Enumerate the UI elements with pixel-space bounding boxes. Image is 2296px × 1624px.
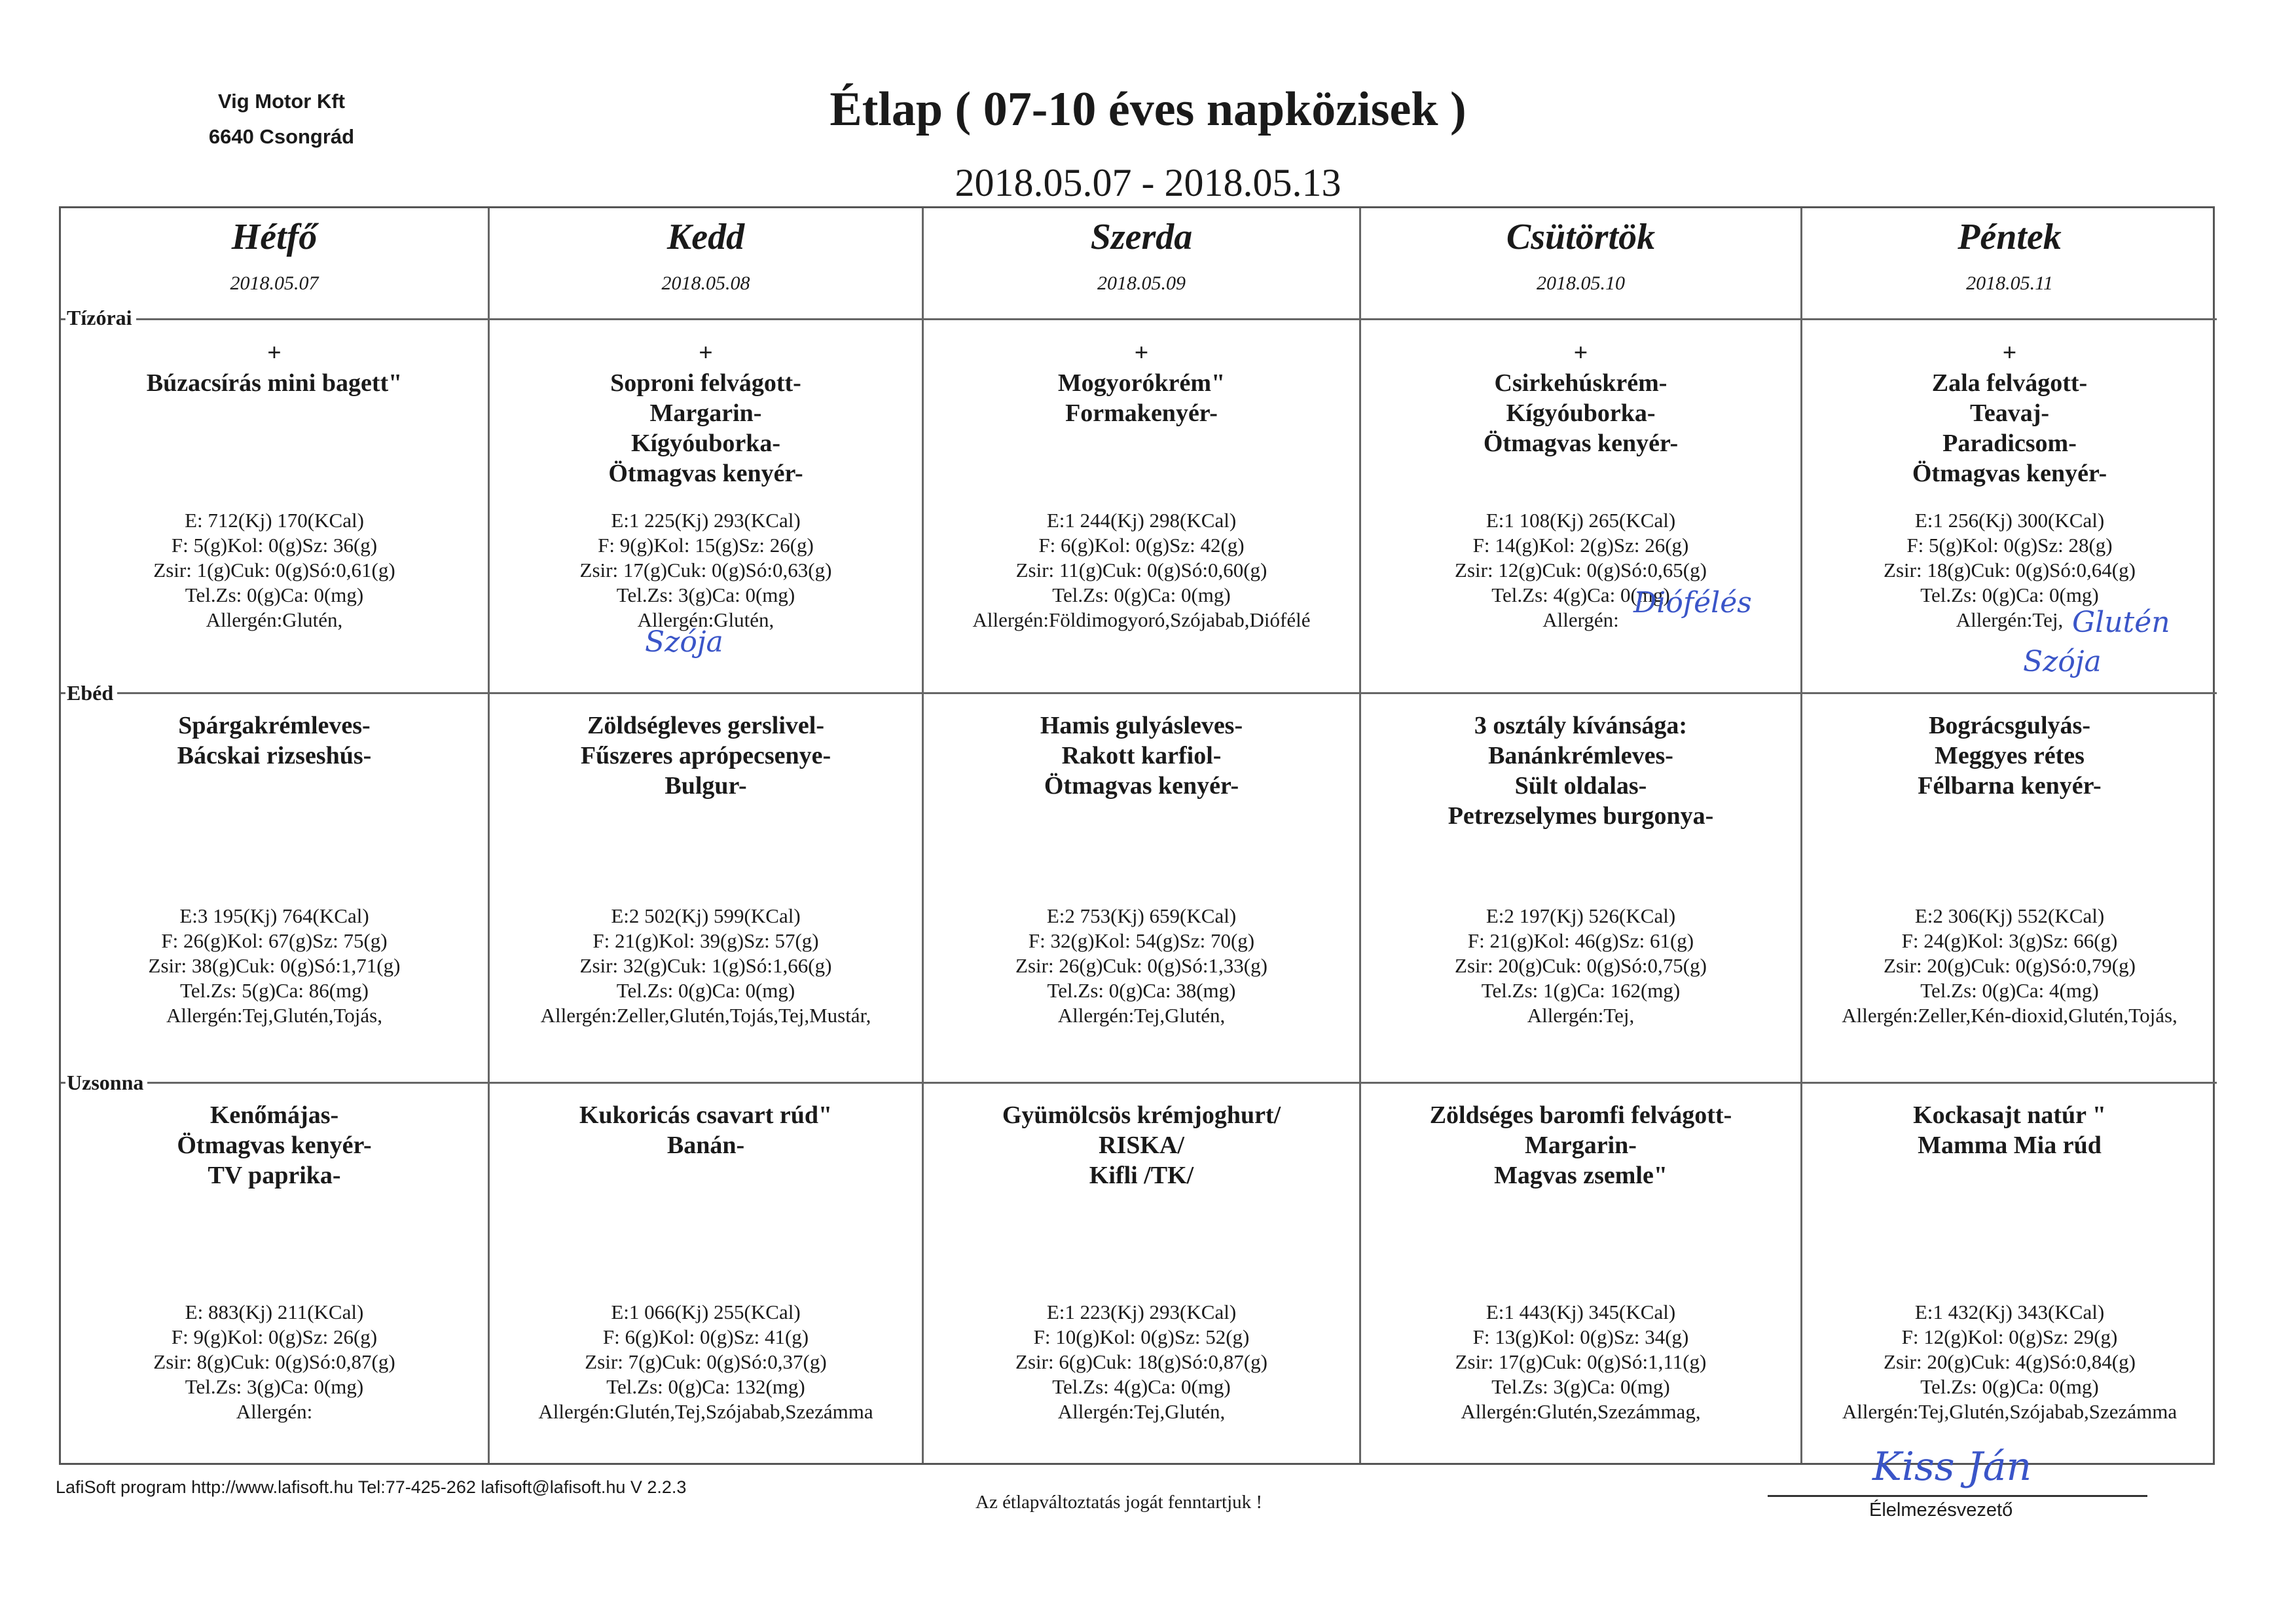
nutrition-info (490, 904, 922, 1028)
meal-cell-ebed (924, 694, 1359, 1084)
dish-list (1802, 338, 2217, 489)
dish-item: Formakenyér- (1065, 399, 1218, 427)
dish-item: Banánkrémleves- (1488, 742, 1673, 769)
nutrition-line: Zsir: 12(g)Cuk: 0(g)Só:0,65(g) (1455, 559, 1707, 581)
nutrition-line: E: 712(Kj) 170(KCal) (185, 509, 364, 532)
dish-list (1361, 338, 1800, 458)
day-date: 2018.05.11 (1966, 272, 2053, 294)
dish-item: Rakott karfiol- (1061, 742, 1222, 769)
dish-list (490, 1100, 922, 1160)
nutrition-info (1361, 904, 1800, 1028)
nutrition-line: Zsir: 8(g)Cuk: 0(g)Só:0,87(g) (153, 1350, 395, 1373)
dish-item: + (699, 339, 713, 367)
day-column (922, 208, 1359, 1463)
nutrition-line: Tel.Zs: 1(g)Ca: 162(mg) (1481, 979, 1681, 1002)
dish-item: TV paprika- (208, 1162, 341, 1189)
nutrition-line: F: 12(g)Kol: 0(g)Sz: 29(g) (1901, 1325, 2118, 1348)
handwritten-note: Szója (645, 625, 723, 659)
nutrition-line: Tel.Zs: 0(g)Ca: 0(mg) (1920, 1375, 2099, 1398)
nutrition-line: E:1 256(Kj) 300(KCal) (1914, 509, 2105, 532)
nutrition-line: Allergén:Glutén, (206, 608, 343, 631)
nutrition-line: Zsir: 18(g)Cuk: 0(g)Só:0,64(g) (1884, 559, 2136, 581)
day-header (490, 208, 922, 320)
nutrition-info (61, 904, 488, 1028)
meal-cell-ebed (1361, 694, 1800, 1084)
dish-item: Félbarna kenyér- (1918, 772, 2102, 800)
nutrition-line: E:1 244(Kj) 298(KCal) (1046, 509, 1237, 532)
date-range: 2018.05.07 - 2018.05.13 (955, 161, 1341, 204)
dish-list (924, 1100, 1359, 1190)
nutrition-line: Zsir: 17(g)Cuk: 0(g)Só:1,11(g) (1455, 1350, 1707, 1373)
nutrition-line: F: 6(g)Kol: 0(g)Sz: 42(g) (1038, 534, 1245, 557)
nutrition-info (924, 508, 1359, 633)
nutrition-line: F: 9(g)Kol: 15(g)Sz: 26(g) (598, 534, 814, 557)
dish-item: Bácskai rizseshús- (177, 742, 372, 769)
dish-item: Kígyóuborka- (1506, 399, 1656, 427)
meal-cell-tizorai (924, 318, 1359, 694)
nutrition-info (61, 508, 488, 633)
dish-item: 3 osztály kívánsága: (1474, 712, 1688, 739)
dish-item: Bulgur- (665, 772, 747, 800)
nutrition-line: Zsir: 26(g)Cuk: 0(g)Só:1,33(g) (1015, 954, 1267, 977)
day-date: 2018.05.08 (661, 272, 750, 294)
nutrition-line: F: 5(g)Kol: 0(g)Sz: 28(g) (1906, 534, 2113, 557)
meal-label-tizorai: Tízórai (65, 306, 136, 330)
nutrition-line: Zsir: 6(g)Cuk: 18(g)Só:0,87(g) (1015, 1350, 1267, 1373)
nutrition-line: F: 26(g)Kol: 67(g)Sz: 75(g) (161, 929, 388, 952)
nutrition-line: Allergén:Zeller,Glutén,Tojás,Tej,Mustár, (540, 1004, 871, 1027)
nutrition-line: Tel.Zs: 3(g)Ca: 0(mg) (1491, 1375, 1670, 1398)
dish-item: Fűszeres aprópecsenye- (580, 742, 831, 769)
nutrition-line: Zsir: 32(g)Cuk: 1(g)Só:1,66(g) (579, 954, 832, 977)
meal-cell-uzsonna (1361, 1084, 1800, 1467)
nutrition-line: Zsir: 17(g)Cuk: 0(g)Só:0,63(g) (579, 559, 832, 581)
nutrition-line: Tel.Zs: 0(g)Ca: 0(mg) (185, 583, 364, 606)
dish-item: Paradicsom- (1942, 430, 2077, 457)
meal-label-ebed: Ebéd (65, 681, 117, 705)
nutrition-line: F: 21(g)Kol: 46(g)Sz: 61(g) (1467, 929, 1694, 952)
dish-item: Spárgakrémleves- (178, 712, 371, 739)
dish-item: RISKA/ (1099, 1132, 1184, 1159)
day-date: 2018.05.07 (230, 272, 319, 294)
company-address: 6640 Csongrád (208, 125, 355, 148)
nutrition-info (924, 904, 1359, 1028)
dish-item: Kifli /TK/ (1089, 1162, 1194, 1189)
nutrition-line: E:1 066(Kj) 255(KCal) (611, 1301, 801, 1323)
page-title: Étlap ( 07-10 éves napközisek ) (829, 83, 1467, 136)
dish-item: Búzacsírás mini bagett" (146, 369, 403, 397)
nutrition-line: E:1 108(Kj) 265(KCal) (1485, 509, 1676, 532)
dish-item: Kenőmájas- (210, 1101, 339, 1129)
nutrition-info (1802, 904, 2217, 1028)
dish-item: Kukoricás csavart rúd" (579, 1101, 833, 1129)
nutrition-line: E:2 502(Kj) 599(KCal) (611, 904, 801, 927)
day-name: Péntek (1958, 217, 2062, 257)
dish-list (61, 338, 488, 398)
nutrition-line: F: 32(g)Kol: 54(g)Sz: 70(g) (1028, 929, 1255, 952)
nutrition-line: Tel.Zs: 5(g)Ca: 86(mg) (180, 979, 369, 1002)
nutrition-line: F: 9(g)Kol: 0(g)Sz: 26(g) (171, 1325, 378, 1348)
day-date: 2018.05.10 (1537, 272, 1625, 294)
nutrition-line: E:1 225(Kj) 293(KCal) (611, 509, 801, 532)
dish-item: Bográcsgulyás- (1929, 712, 2090, 739)
meal-cell-tizorai (1361, 318, 1800, 694)
handwritten-signature: Kiss Ján (1872, 1444, 2032, 1490)
nutrition-line: Allergén:Zeller,Kén-dioxid,Glutén,Tojás, (1842, 1004, 2178, 1027)
nutrition-line: Allergén: (236, 1400, 313, 1423)
dish-list (1361, 710, 1800, 831)
dish-list (1802, 710, 2217, 801)
dish-list (924, 710, 1359, 801)
nutrition-info (490, 508, 922, 633)
nutrition-line: Tel.Zs: 4(g)Ca: 0(mg) (1052, 1375, 1231, 1398)
dish-item: Margarin- (649, 399, 762, 427)
dish-item: + (1573, 339, 1588, 367)
dish-item: + (1134, 339, 1149, 367)
meal-cell-ebed (490, 694, 922, 1084)
nutrition-info (490, 1300, 922, 1424)
nutrition-line: Tel.Zs: 0(g)Ca: 0(mg) (1920, 583, 2099, 606)
day-header (924, 208, 1359, 320)
nutrition-line: Zsir: 20(g)Cuk: 0(g)Só:0,75(g) (1455, 954, 1707, 977)
dish-list (61, 710, 488, 771)
nutrition-line: Zsir: 1(g)Cuk: 0(g)Só:0,61(g) (153, 559, 395, 581)
nutrition-line: Allergén:Tej,Glutén,Szójabab,Szezámma (1842, 1400, 2178, 1423)
dish-item: Ötmagvas kenyér- (1912, 460, 2107, 487)
day-header (1802, 208, 2217, 320)
nutrition-info (1361, 1300, 1800, 1424)
nutrition-line: Tel.Zs: 4(g)Ca: 0(mg) (1491, 583, 1670, 606)
dish-item: Mamma Mia rúd (1918, 1132, 2102, 1159)
nutrition-line: F: 24(g)Kol: 3(g)Sz: 66(g) (1901, 929, 2118, 952)
dish-item: Kockasajt natúr " (1913, 1101, 2106, 1129)
signature-label: Élelmezésvezető (1869, 1500, 2013, 1521)
nutrition-line: Tel.Zs: 3(g)Ca: 0(mg) (185, 1375, 364, 1398)
meal-cell-uzsonna (924, 1084, 1359, 1467)
dish-item: Sült oldalas- (1514, 772, 1647, 800)
day-column (1359, 208, 1800, 1463)
nutrition-line: E:2 753(Kj) 659(KCal) (1046, 904, 1237, 927)
dish-item: Zöldséges baromfi felvágott- (1429, 1101, 1732, 1129)
meal-cell-ebed (61, 694, 488, 1084)
nutrition-line: F: 5(g)Kol: 0(g)Sz: 36(g) (171, 534, 378, 557)
dish-item: Margarin- (1525, 1132, 1637, 1159)
nutrition-line: Allergén:Glutén, (637, 608, 774, 631)
dish-item: Banán- (666, 1132, 745, 1159)
dish-list (490, 338, 922, 489)
dish-item: + (2002, 339, 2017, 367)
dish-list (490, 710, 922, 801)
day-header (1361, 208, 1800, 320)
nutrition-line: Tel.Zs: 3(g)Ca: 0(mg) (616, 583, 795, 606)
nutrition-line: Allergén:Tej, (1956, 608, 2064, 631)
day-header (61, 208, 488, 320)
dish-item: Zöldségleves gerslivel- (587, 712, 824, 739)
dish-item: Ötmagvas kenyér- (177, 1132, 372, 1159)
nutrition-info (924, 1300, 1359, 1424)
dish-item: Magvas zsemle" (1494, 1162, 1667, 1189)
dish-item: Csirkehúskrém- (1494, 369, 1667, 397)
meal-label-uzsonna: Uzsonna (65, 1071, 147, 1095)
day-column (488, 208, 922, 1463)
nutrition-line: F: 21(g)Kol: 39(g)Sz: 57(g) (592, 929, 819, 952)
nutrition-line: E:1 223(Kj) 293(KCal) (1046, 1301, 1237, 1323)
meal-cell-uzsonna (490, 1084, 922, 1467)
company-name: Vig Motor Kft (217, 90, 345, 113)
nutrition-line: F: 6(g)Kol: 0(g)Sz: 41(g) (602, 1325, 809, 1348)
day-column (1800, 208, 2217, 1463)
nutrition-line: E:1 432(Kj) 343(KCal) (1914, 1301, 2105, 1323)
nutrition-line: Tel.Zs: 0(g)Ca: 4(mg) (1920, 979, 2099, 1002)
dish-item: Zala felvágott- (1931, 369, 2088, 397)
nutrition-line: E: 883(Kj) 211(KCal) (185, 1301, 364, 1323)
signature-line (1768, 1495, 2147, 1497)
day-name: Szerda (1090, 217, 1193, 257)
handwritten-note: Szója (2023, 645, 2102, 678)
nutrition-line: Allergén: (1542, 608, 1619, 631)
nutrition-line: Tel.Zs: 0(g)Ca: 0(mg) (1052, 583, 1231, 606)
dish-item: Soproni felvágott- (610, 369, 801, 397)
dish-list (1361, 1100, 1800, 1190)
nutrition-line: Zsir: 38(g)Cuk: 0(g)Só:1,71(g) (148, 954, 401, 977)
nutrition-line: E:1 443(Kj) 345(KCal) (1485, 1301, 1676, 1323)
software-info: LafiSoft program http://www.lafisoft.hu Tel:77-425-262 lafisoft@lafisoft.hu V 2.2.3 (56, 1477, 687, 1497)
meal-cell-ebed (1802, 694, 2217, 1084)
nutrition-line: Zsir: 7(g)Cuk: 0(g)Só:0,37(g) (585, 1350, 827, 1373)
dish-item: Ötmagvas kenyér- (1044, 772, 1239, 800)
dish-list (924, 338, 1359, 428)
nutrition-line: Allergén:Glutén,Tej,Szójabab,Szezámma (538, 1400, 873, 1423)
handwritten-note: Glutén (2072, 606, 2170, 639)
nutrition-line: E:2 197(Kj) 526(KCal) (1485, 904, 1676, 927)
dish-item: Kígyóuborka- (630, 430, 781, 457)
dish-list (1802, 1100, 2217, 1160)
dish-item: + (267, 339, 282, 367)
nutrition-line: Allergén:Tej,Glutén, (1057, 1004, 1226, 1027)
dish-list (61, 1100, 488, 1190)
nutrition-info (1802, 1300, 2217, 1424)
meal-cell-uzsonna (61, 1084, 488, 1467)
nutrition-line: Zsir: 11(g)Cuk: 0(g)Só:0,60(g) (1015, 559, 1267, 581)
nutrition-line: Tel.Zs: 0(g)Ca: 132(mg) (606, 1375, 805, 1398)
menu-table (59, 206, 2215, 1465)
meal-cell-tizorai (61, 318, 488, 694)
meal-cell-uzsonna (1802, 1084, 2217, 1467)
day-name: Csütörtök (1506, 217, 1656, 257)
day-name: Kedd (666, 217, 745, 257)
nutrition-line: Allergén:Tej,Glutén,Tojás, (166, 1004, 382, 1027)
nutrition-line: F: 10(g)Kol: 0(g)Sz: 52(g) (1033, 1325, 1250, 1348)
nutrition-line: F: 13(g)Kol: 0(g)Sz: 34(g) (1472, 1325, 1689, 1348)
nutrition-line: Allergén:Tej, (1527, 1004, 1635, 1027)
dish-item: Petrezselymes burgonya- (1448, 802, 1714, 830)
dish-item: Ötmagvas kenyér- (608, 460, 803, 487)
nutrition-line: F: 14(g)Kol: 2(g)Sz: 26(g) (1472, 534, 1689, 557)
dish-item: Gyümölcsös krémjoghurt/ (1002, 1101, 1281, 1129)
change-notice: Az étlapváltoztatás jogát fenntartjuk ! (975, 1492, 1263, 1513)
nutrition-line: Tel.Zs: 0(g)Ca: 0(mg) (616, 979, 795, 1002)
nutrition-line: Allergén:Földimogyoró,Szójabab,Diófélé (972, 608, 1311, 631)
nutrition-line: E:2 306(Kj) 552(KCal) (1914, 904, 2105, 927)
dish-item: Hamis gulyásleves- (1040, 712, 1243, 739)
nutrition-line: E:3 195(Kj) 764(KCal) (179, 904, 369, 927)
nutrition-line: Zsir: 20(g)Cuk: 4(g)Só:0,84(g) (1884, 1350, 2136, 1373)
day-date: 2018.05.09 (1097, 272, 1186, 294)
nutrition-info (61, 1300, 488, 1424)
nutrition-line: Tel.Zs: 0(g)Ca: 38(mg) (1047, 979, 1236, 1002)
day-name: Hétfő (231, 217, 318, 257)
dish-item: Mogyorókrém" (1057, 369, 1226, 397)
handwritten-note: Diófélés (1633, 586, 1752, 619)
dish-item: Teavaj- (1969, 399, 2050, 427)
day-column (61, 208, 488, 1463)
dish-item: Meggyes rétes (1935, 742, 2085, 769)
nutrition-line: Allergén:Glutén,Szezámmag, (1461, 1400, 1701, 1423)
nutrition-line: Allergén:Tej,Glutén, (1057, 1400, 1226, 1423)
dish-item: Ötmagvas kenyér- (1483, 430, 1679, 457)
nutrition-line: Zsir: 20(g)Cuk: 0(g)Só:0,79(g) (1884, 954, 2136, 977)
